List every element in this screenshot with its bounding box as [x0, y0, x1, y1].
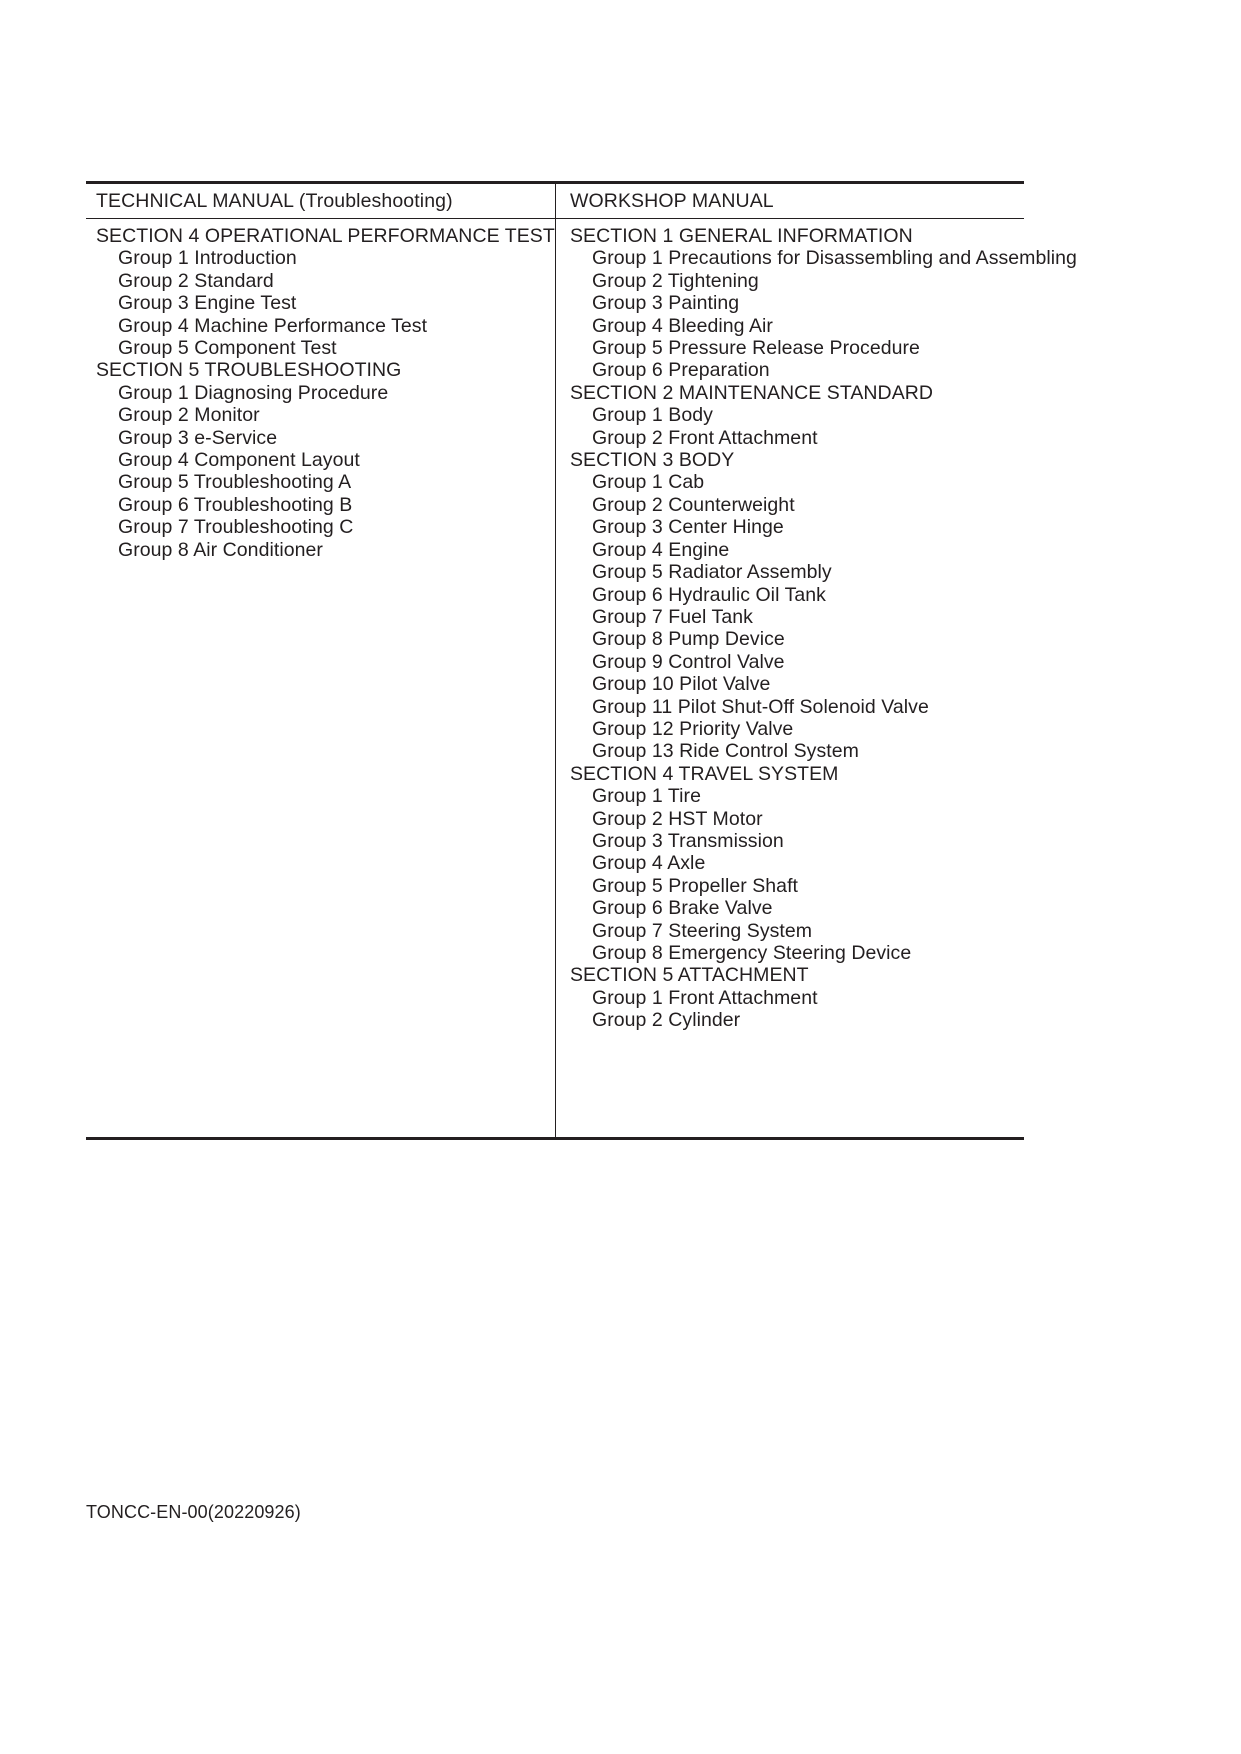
toc-group-entry: Group 1 Diagnosing Procedure — [118, 381, 389, 404]
toc-group-entry: Group 1 Body — [592, 404, 713, 427]
toc-group-entry: Group 6 Brake Valve — [592, 897, 773, 920]
toc-group-entry: Group 8 Emergency Steering Device — [592, 942, 912, 964]
toc-group-entry: Group 2 Tightening — [592, 269, 759, 292]
toc-group-entry: Group 7 Troubleshooting C — [118, 516, 354, 539]
toc-column-right-header — [555, 184, 1024, 218]
toc-group-entry: Group 1 Cab — [592, 471, 705, 494]
toc-group-entry: Group 2 Cylinder — [592, 1009, 741, 1032]
toc-group-entry: Group 3 e-Service — [118, 426, 278, 449]
toc-group-entry: Group 4 Engine — [592, 538, 730, 561]
toc-group-entry: Group 1 Introduction — [118, 247, 297, 270]
document-footer-code: TONCC-EN-00(20220926) — [86, 1502, 301, 1522]
toc-section-entry: SECTION 4 OPERATIONAL PERFORMANCE TEST — [96, 225, 555, 247]
toc-group-entry: Group 4 Component Layout — [118, 449, 360, 472]
table-of-contents — [86, 181, 1077, 1140]
toc-section-entry: SECTION 5 ATTACHMENT — [570, 964, 809, 987]
toc-section-entry: SECTION 5 TROUBLESHOOTING — [96, 359, 402, 382]
toc-bottom-rule — [86, 1137, 1024, 1140]
toc-group-entry: Group 1 Precautions for Disassembling and Assembling — [592, 247, 1077, 270]
workshop-manual-entry-list — [570, 219, 1077, 1032]
toc-group-entry: Group 7 Steering System — [592, 919, 813, 942]
toc-section-entry: SECTION 2 MAINTENANCE STANDARD — [570, 381, 934, 404]
toc-group-entry: Group 4 Machine Performance Test — [118, 314, 428, 337]
toc-group-entry: Group 3 Transmission — [592, 829, 784, 852]
toc-group-entry: Group 5 Radiator Assembly — [592, 561, 832, 584]
toc-group-entry: Group 6 Preparation — [592, 359, 770, 382]
toc-group-entry: Group 2 Monitor — [118, 404, 260, 427]
toc-group-entry: Group 2 Standard — [118, 269, 274, 292]
toc-group-entry: Group 8 Air Conditioner — [118, 538, 323, 561]
toc-group-entry: Group 11 Pilot Shut-Off Solenoid Valve — [592, 695, 929, 718]
toc-header-row — [86, 184, 1024, 218]
toc-group-entry: Group 2 Counterweight — [592, 493, 795, 516]
toc-group-entry: Group 7 Fuel Tank — [592, 605, 753, 628]
toc-group-entry: Group 2 Front Attachment — [592, 426, 818, 449]
toc-group-entry: Group 1 Tire — [592, 785, 701, 808]
toc-body-row — [86, 219, 1077, 1137]
toc-section-entry: SECTION 4 TRAVEL SYSTEM — [570, 762, 839, 785]
toc-group-entry: Group 6 Hydraulic Oil Tank — [592, 583, 826, 606]
toc-group-entry: Group 8 Pump Device — [592, 628, 785, 651]
toc-group-entry: Group 3 Painting — [592, 292, 740, 315]
toc-group-entry: Group 5 Component Test — [118, 337, 337, 360]
toc-group-entry: Group 5 Propeller Shaft — [592, 874, 799, 897]
toc-group-entry: Group 4 Bleeding Air — [592, 314, 773, 337]
workshop-manual-header: WORKSHOP MANUAL — [570, 190, 774, 212]
toc-group-entry: Group 4 Axle — [592, 852, 706, 875]
toc-group-entry: Group 9 Control Valve — [592, 650, 785, 673]
toc-group-entry: Group 5 Troubleshooting A — [118, 471, 352, 494]
toc-group-entry: Group 3 Center Hinge — [592, 516, 784, 539]
toc-column-right-body — [555, 219, 1077, 1137]
toc-group-entry: Group 12 Priority Valve — [592, 717, 794, 740]
toc-group-entry: Group 5 Pressure Release Procedure — [592, 337, 920, 360]
toc-group-entry: Group 3 Engine Test — [118, 292, 297, 315]
technical-manual-header: TECHNICAL MANUAL (Troubleshooting) — [96, 190, 453, 212]
technical-manual-entry-list — [96, 219, 555, 561]
toc-group-entry: Group 6 Troubleshooting B — [118, 493, 353, 516]
toc-section-entry: SECTION 1 GENERAL INFORMATION — [570, 225, 913, 247]
toc-column-left-header — [86, 184, 555, 218]
toc-group-entry: Group 1 Front Attachment — [592, 986, 818, 1009]
toc-group-entry: Group 2 HST Motor — [592, 807, 763, 830]
toc-group-entry: Group 13 Ride Control System — [592, 740, 859, 763]
toc-column-left-body — [86, 219, 555, 1137]
toc-group-entry: Group 10 Pilot Valve — [592, 673, 771, 696]
toc-section-entry: SECTION 3 BODY — [570, 449, 735, 472]
